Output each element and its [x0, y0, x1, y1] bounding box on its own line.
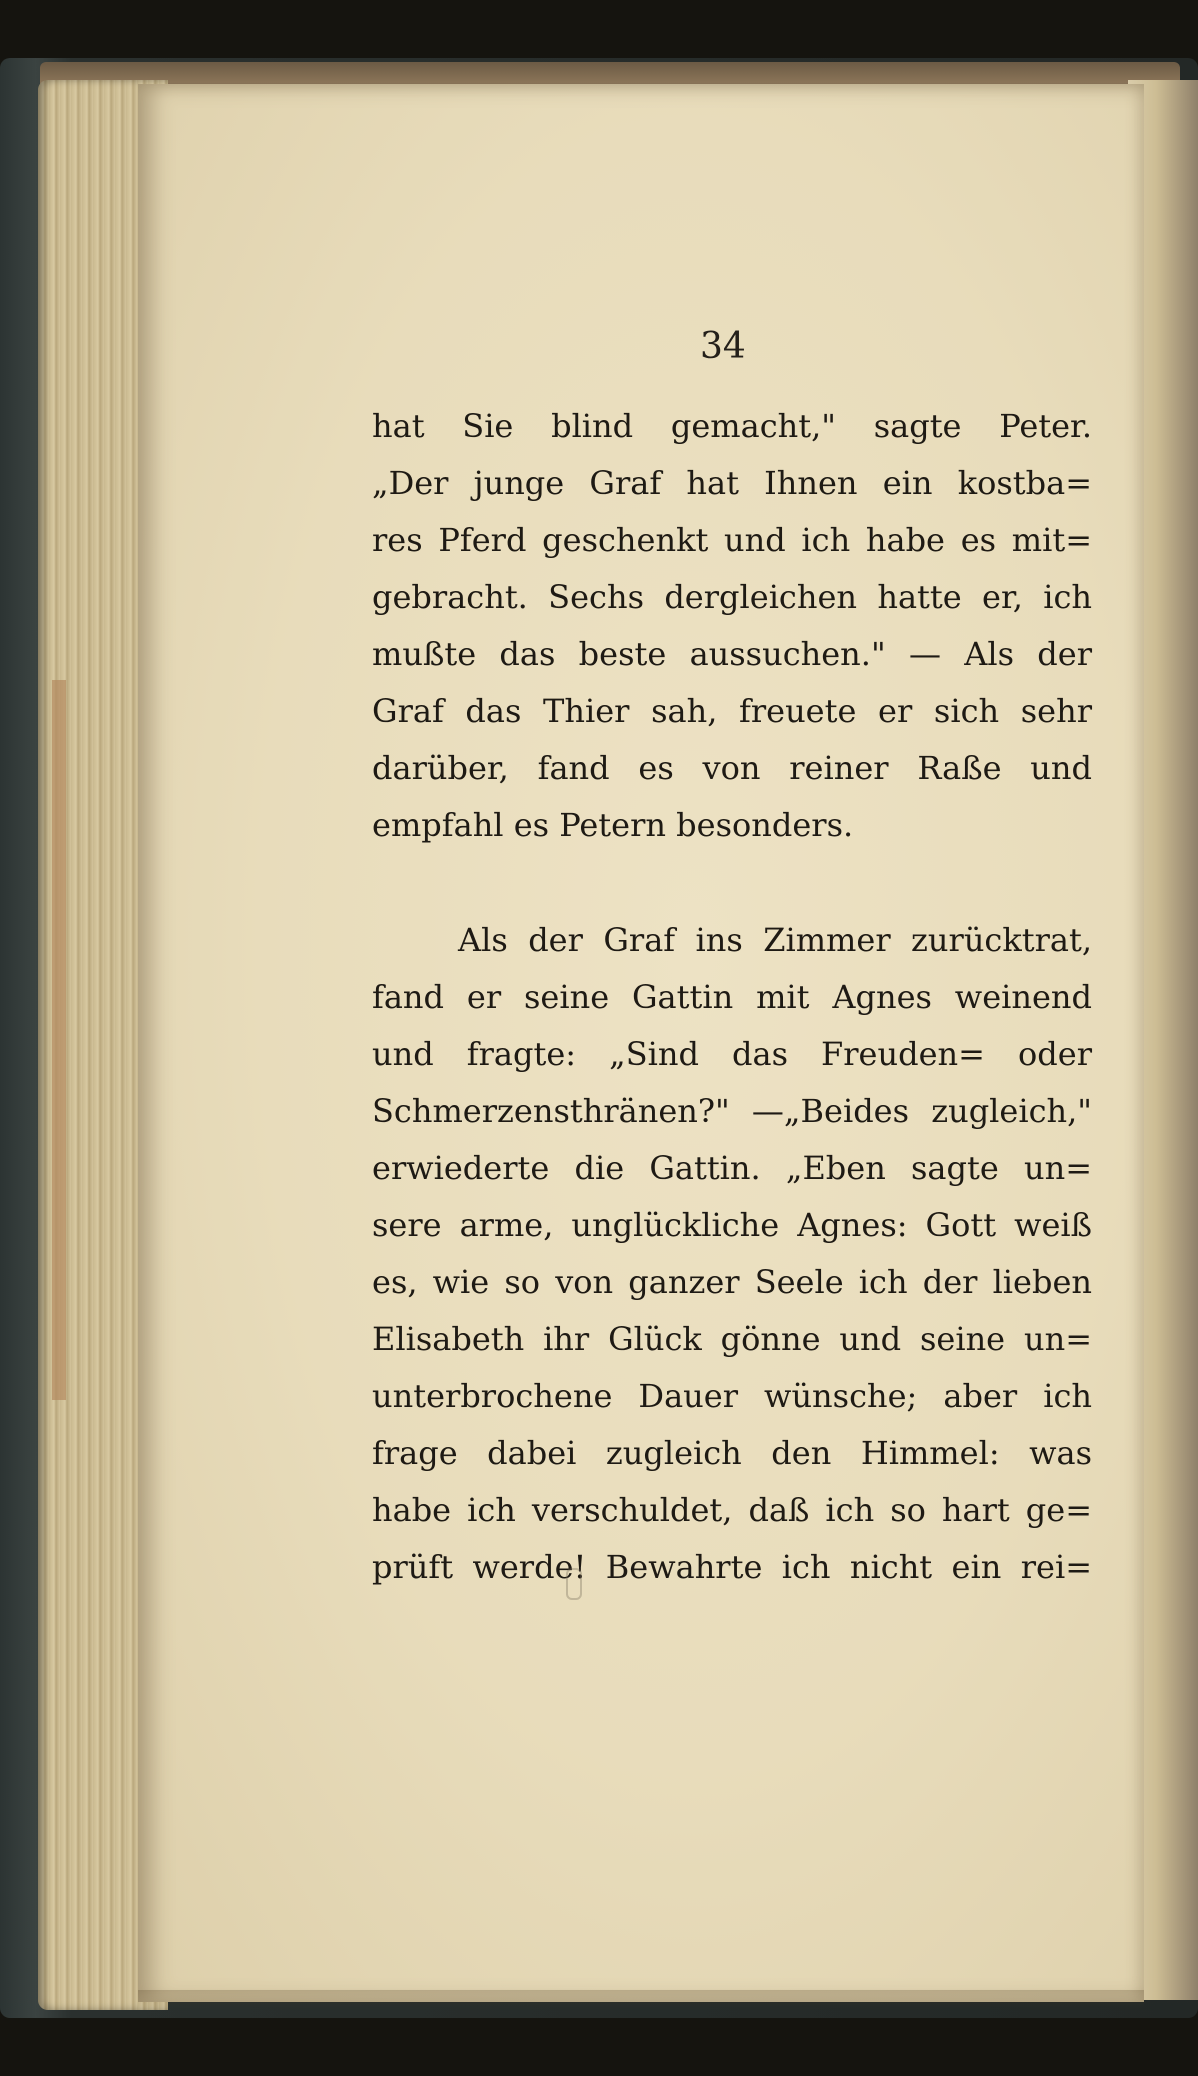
text-line: sere arme, unglückliche Agnes: Gott weiß: [372, 1206, 1092, 1244]
text-line: res Pferd geschenkt und ich habe es mit=: [372, 521, 1092, 559]
text-line: prüft werde! Bewahrte ich nicht ein rei=: [372, 1548, 1092, 1586]
text-line: und fragte: „Sind das Freuden= oder: [372, 1035, 1092, 1073]
text-line: Elisabeth ihr Glück gönne und seine un=: [372, 1320, 1092, 1358]
text-line: unterbrochene Dauer wünsche; aber ich: [372, 1377, 1092, 1415]
text-line: habe ich verschuldet, daß ich so hart ge=: [372, 1491, 1092, 1529]
page-number: 34: [700, 326, 746, 367]
text-line: gebracht. Sechs dergleichen hatte er, ich: [372, 578, 1092, 616]
paragraph-2: [372, 912, 1092, 1596]
text-line: hat Sie blind gemacht," sagte Peter.: [372, 407, 1092, 445]
text-line: es, wie so von ganzer Seele ich der lieben: [372, 1263, 1092, 1301]
paper-strip: [52, 680, 66, 1400]
text-line: fand er seine Gattin mit Agnes weinend: [372, 978, 1092, 1016]
ink-smudge: [566, 1568, 582, 1600]
text-line: Schmerzensthränen?" —„Beides zugleich,": [372, 1092, 1092, 1130]
text-line: Graf das Thier sah, freuete er sich sehr: [372, 692, 1092, 730]
text-line: frage dabei zugleich den Himmel: was: [372, 1434, 1092, 1472]
text-line: erwiederte die Gattin. „Eben sagte un=: [372, 1149, 1092, 1187]
text-line: „Der junge Graf hat Ihnen ein kostba=: [372, 464, 1092, 502]
text-line: empfahl es Petern besonders.: [372, 806, 854, 844]
text-line: darüber, fand es von reiner Raße und: [372, 749, 1092, 787]
text-line: mußte das beste aussuchen." — Als der: [372, 635, 1092, 673]
page-bottom-shadow: [138, 1990, 1144, 2008]
paragraph-1: [372, 398, 1092, 854]
page-text: [372, 398, 1092, 1596]
text-line: Als der Graf ins Zimmer zurücktrat,: [458, 921, 1092, 959]
